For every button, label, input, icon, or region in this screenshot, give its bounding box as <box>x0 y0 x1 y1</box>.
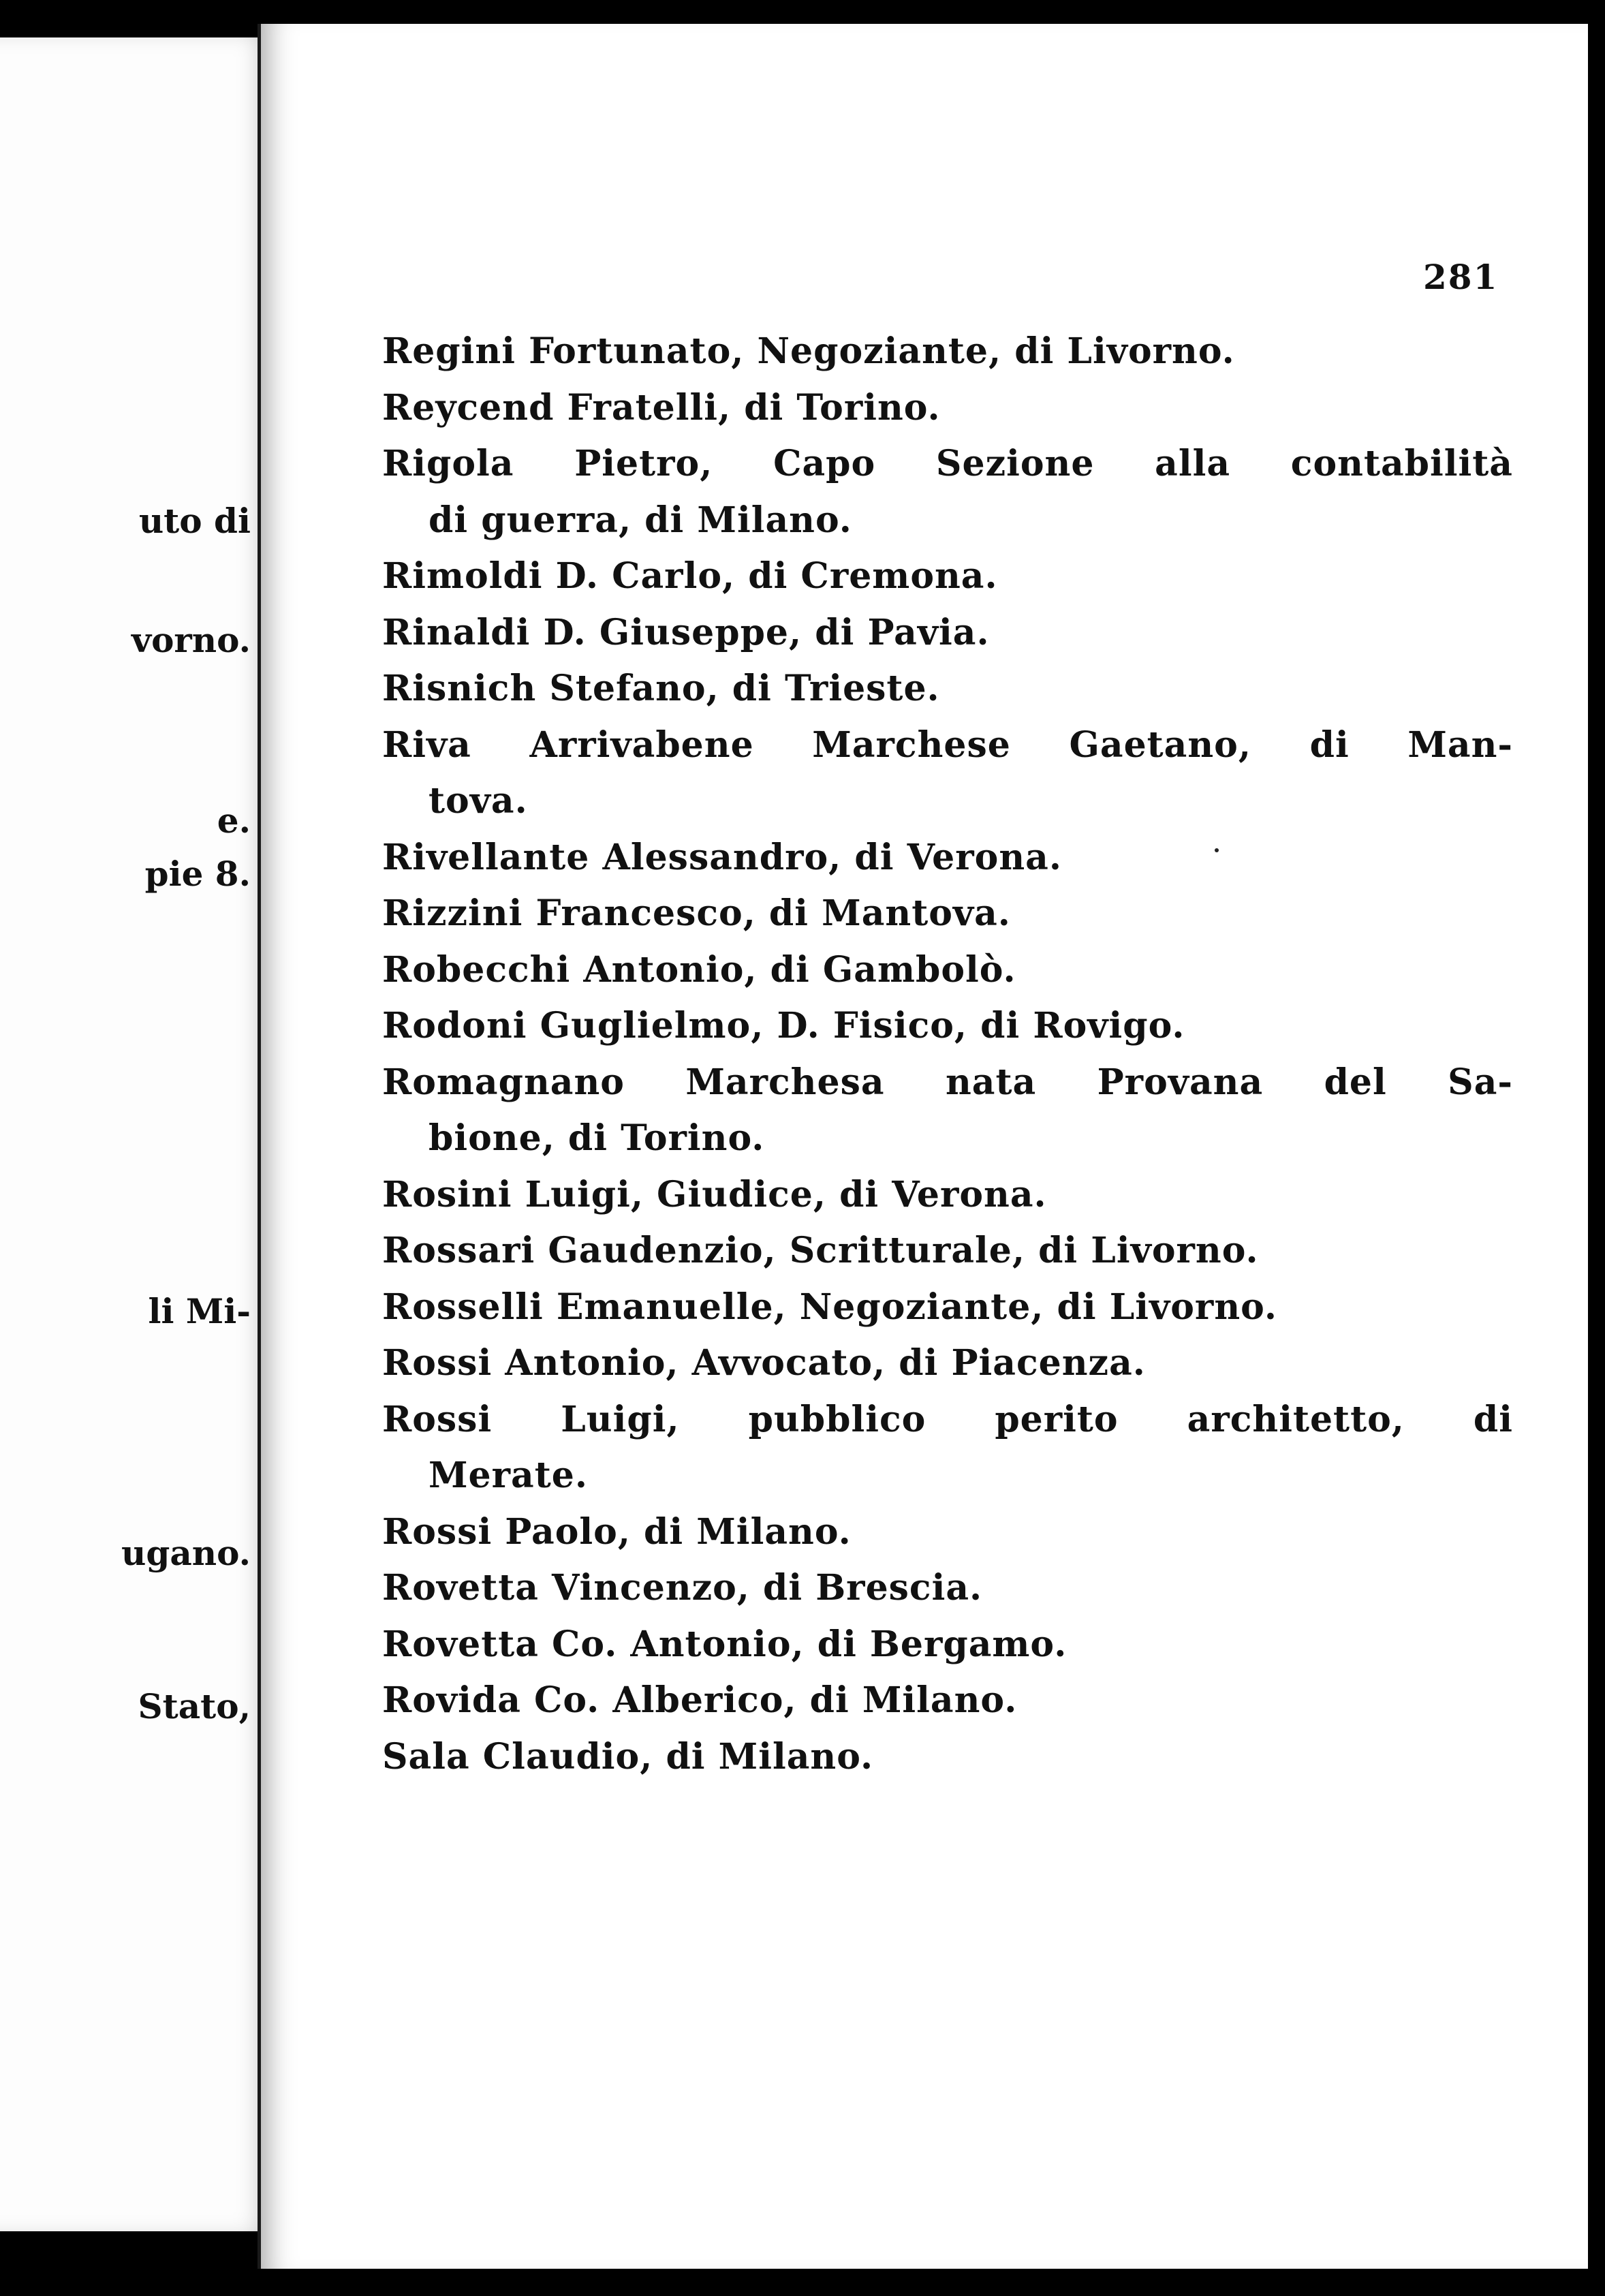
page-number: 281 <box>1423 257 1499 297</box>
entry-line: Rovida Co. Alberico, di Milano. <box>382 1679 1018 1721</box>
list-entry <box>382 886 1513 942</box>
entry-line: Rossi Paolo, di Milano. <box>382 1510 852 1553</box>
entry-continuation: bione, di Torino. <box>428 1117 765 1159</box>
left-page-fragment <box>0 37 275 2231</box>
entry-line: Romagnano Marchesa nata Provana del Sa- <box>382 1061 1513 1103</box>
entry-line: Rossi Luigi, pubblico perito architetto, di <box>382 1398 1513 1440</box>
left-fragment-line: pie 8. <box>144 854 251 894</box>
list-entry <box>382 717 1513 830</box>
entry-line: Rovetta Co. Antonio, di Bergamo. <box>382 1623 1068 1665</box>
list-entry <box>382 1335 1513 1392</box>
left-fragment-line: uto di <box>138 501 251 541</box>
list-entry <box>382 1392 1513 1504</box>
entry-continuation: Merate. <box>428 1455 588 1496</box>
entry-line: Riva Arrivabene Marchese Gaetano, di Man- <box>382 724 1513 766</box>
list-entry <box>382 942 1513 999</box>
entry-line: Risnich Stefano, di Trieste. <box>382 668 940 709</box>
list-entry <box>382 1167 1513 1224</box>
entry-continuation: tova. <box>428 780 528 822</box>
entry-line: Rizzini Francesco, di Mantova. <box>382 893 1011 934</box>
list-entry <box>382 661 1513 717</box>
right-page <box>258 24 1588 2269</box>
list-entry <box>382 380 1513 437</box>
list-entry <box>382 324 1513 380</box>
list-entry <box>382 1617 1513 1673</box>
list-entry <box>382 998 1513 1055</box>
list-entry <box>382 436 1513 548</box>
entry-line: Rosselli Emanuelle, Negoziante, di Livorno. <box>382 1286 1278 1328</box>
entry-line: Rovetta Vincenzo, di Brescia. <box>382 1567 983 1609</box>
entry-line: Reycend Fratelli, di Torino. <box>382 386 941 429</box>
list-entry <box>382 1055 1513 1167</box>
list-entry <box>382 1560 1513 1617</box>
left-fragment-line: e. <box>217 801 251 841</box>
entry-line: Rigola Pietro, Capo Sezione alla contabilità <box>382 443 1513 484</box>
left-fragment-line: Stato, <box>138 1686 251 1726</box>
entry-line: Rosini Luigi, Giudice, di Verona. <box>382 1173 1047 1215</box>
list-entry <box>382 830 1513 886</box>
left-fragment-line: ugano. <box>121 1533 251 1573</box>
entry-line: Rossi Antonio, Avvocato, di Piacenza. <box>382 1342 1146 1384</box>
left-fragment-line: vorno. <box>131 620 251 660</box>
entry-line: Rodoni Guglielmo, D. Fisico, di Rovigo. <box>382 1005 1185 1046</box>
entry-line: Regini Fortunato, Negoziante, di Livorno. <box>382 330 1235 372</box>
entry-continuation: di guerra, di Milano. <box>428 499 852 541</box>
list-entry <box>382 605 1513 662</box>
entry-line: Robecchi Antonio, di Gambolò. <box>382 948 1016 991</box>
left-fragment-line: li Mi- <box>148 1291 251 1331</box>
list-entry <box>382 1729 1513 1786</box>
entry-line: Sala Claudio, di Milano. <box>382 1735 874 1778</box>
entry-line: Rivellante Alessandro, di Verona. <box>382 836 1062 878</box>
list-entry <box>382 1279 1513 1336</box>
subscriber-list <box>382 324 1513 1785</box>
entry-line: Rimoldi D. Carlo, di Cremona. <box>382 555 998 597</box>
entry-line: Rinaldi D. Giuseppe, di Pavia. <box>382 611 990 653</box>
list-entry <box>382 548 1513 605</box>
list-entry <box>382 1223 1513 1279</box>
list-entry <box>382 1673 1513 1729</box>
list-entry <box>382 1504 1513 1561</box>
entry-line: Rossari Gaudenzio, Scritturale, di Livorno. <box>382 1230 1259 1271</box>
